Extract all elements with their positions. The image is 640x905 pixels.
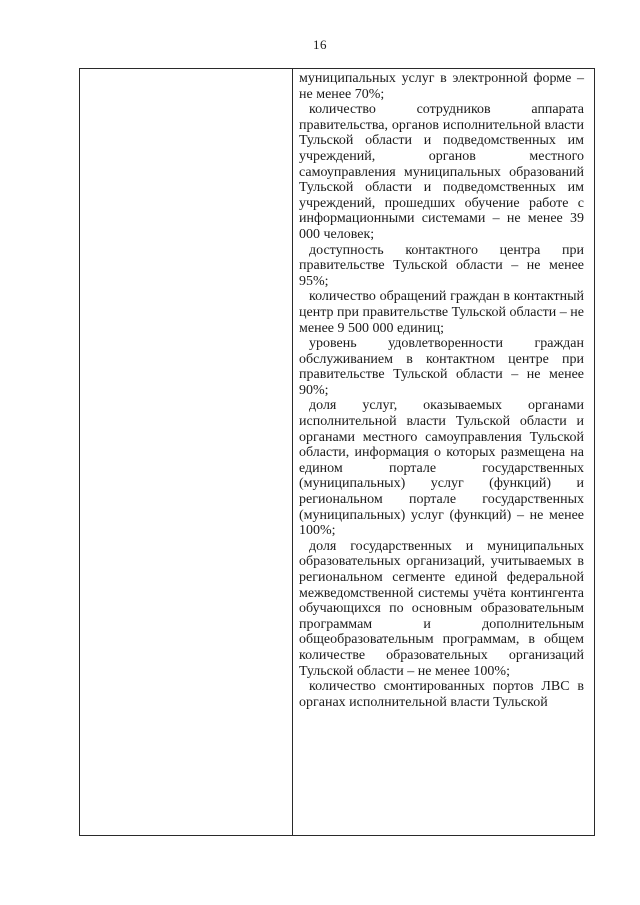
indicator-item: количество обращений граждан в контактный центр при правительстве Тульской области – не менее 9 500 000 единиц; (299, 289, 584, 336)
indicator-item: доля государственных и муниципальных образовательных организаций, учитываемых в региональном сегменте единой федеральной межведомственной системы учёта контингента обучающихся по основным образовательным программам и дополнительным общеобразовательным программам, в общем количестве образовательных организаций Тульской области – не менее 100%; (299, 538, 584, 679)
indicator-item: доступность контактного центра при правительстве Тульской области – не менее 95%; (299, 242, 584, 289)
table-left-cell (80, 69, 292, 835)
indicator-item: уровень удовлетворенности граждан обслуживанием в контактном центре при правительстве Тульской области – не менее 90%; (299, 336, 584, 398)
page-number: 16 (313, 37, 327, 52)
column-divider (292, 69, 293, 835)
indicator-item: муниципальных услуг в электронной форме – не менее 70%; (299, 71, 584, 102)
indicator-item: количество сотрудников аппарата правительства, органов исполнительной власти Тульской области и подведомственных им учреждений, органов местного самоуправления муниципальных образований Тульской области и подведомственных им учреждений, прошедших обучение работе с информационными системами – не менее 39 000 человек; (299, 102, 584, 242)
indicator-item: количество смонтированных портов ЛВС в органах исполнительной власти Тульской (299, 679, 584, 710)
table-right-cell (299, 71, 584, 710)
document-table (79, 68, 595, 836)
indicator-item: доля услуг, оказываемых органами исполнительной власти Тульской области и органами местного самоуправления Тульской области, информация о которых размещена на едином портале государственных (муниципальных) услуг (функций) и региональном портале государственных (муниципальных) услуг (функций) – не менее 100%; (299, 398, 584, 539)
